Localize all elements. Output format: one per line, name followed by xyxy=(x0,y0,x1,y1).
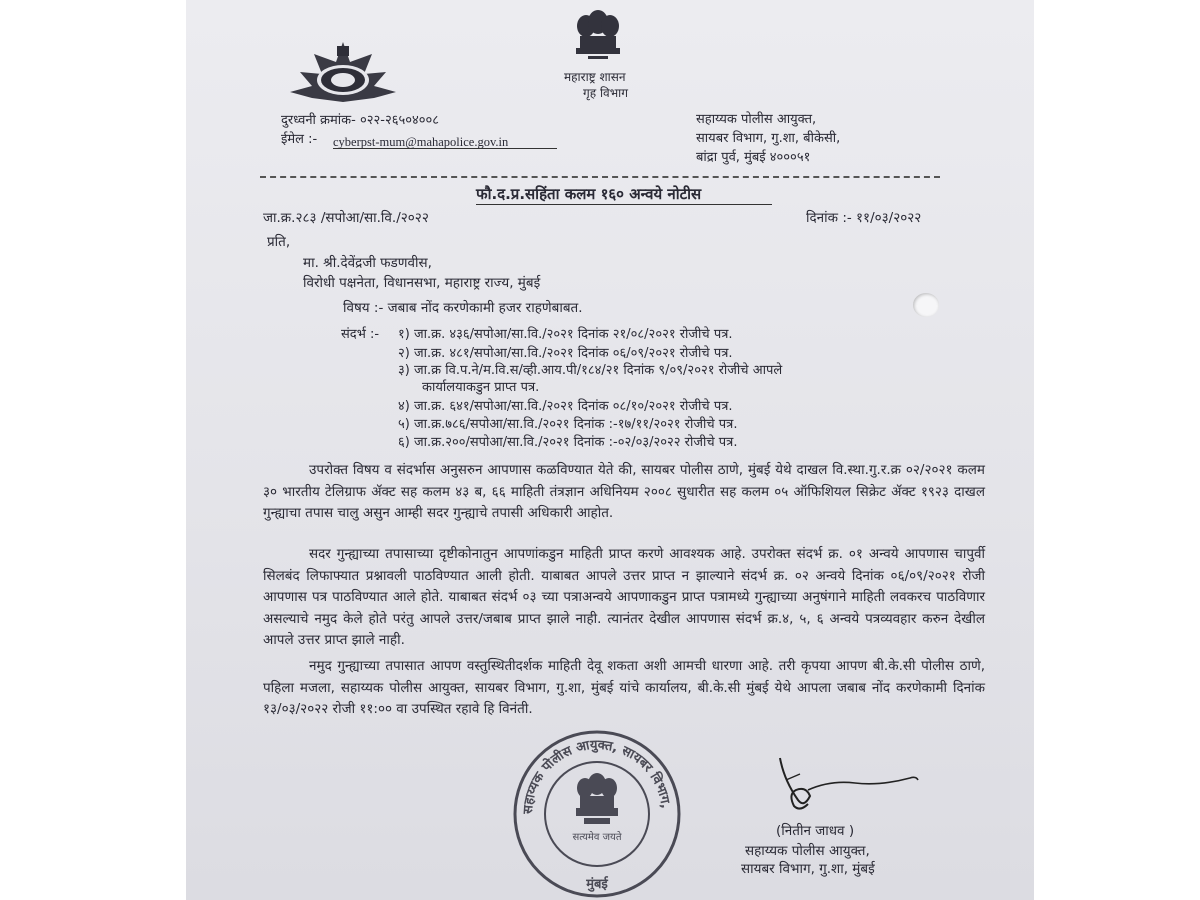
header-divider xyxy=(260,176,940,178)
notice-date: दिनांक :- ११/०३/२०२२ xyxy=(806,210,922,226)
stamp-arc-text: सहाय्यक पोलीस आयुक्त, सायबर विभाग, xyxy=(520,737,673,815)
stamp-motto: सत्यमेव जयते xyxy=(572,832,622,843)
office-stamp xyxy=(510,730,685,898)
punch-hole xyxy=(913,293,939,317)
reference-item: ५) जा.क्र.७८६/सपोआ/सा.वि./२०२१ दिनांक :-१७/११/२०२१ रोजीचे पत्र. xyxy=(398,417,738,432)
to-label: प्रति, xyxy=(267,234,291,250)
recipient-name: मा. श्री.देवेंद्रजी फडणवीस, xyxy=(303,255,432,271)
title-underline xyxy=(476,204,772,205)
reference-item: १) जा.क्र. ४३६/सपोआ/सा.वि./२०२१ दिनांक २१/०८/२०२१ रोजीचे पत्र. xyxy=(398,327,733,342)
body-paragraph-3: नमुद गुन्ह्याच्या तपासात आपण वस्तुस्थितीदर्शक माहिती देवू शकता अशी आमची धारणा आहे. तरी कृपया आपण बी.के.सी पोलीस ठाणे, पहिला मजला, सहाय्यक पोलीस आयुक्त, सायबर विभाग, गु.शा, मुंबई यांचे कार्यालय, बी.के.सी मुंबई येथे आपला जबाब नोंद करणेकामी दिनांक १३/०३/२०२२ रोजी ११:०० वा उपस्थित रहावे हि विनंती. xyxy=(263,658,985,717)
reference-item: ६) जा.क्र.२००/सपोआ/सा.वि./२०२१ दिनांक :-०२/०३/२०२२ रोजीचे पत्र. xyxy=(398,435,738,450)
reference-number: जा.क्र.२८३ /सपोआ/सा.वि./२०२२ xyxy=(263,210,429,226)
reference-item: ४) जा.क्र. ६४१/सपोआ/सा.वि./२०२१ दिनांक ०८/१०/२०२१ रोजीचे पत्र. xyxy=(398,399,733,414)
govt-name: महाराष्ट्र शासन xyxy=(564,70,626,84)
notice-title: फौ.द.प्र.सहिंता कलम १६० अन्वये नोटीस xyxy=(476,185,702,203)
phone-number: दुरध्वनी क्रमांक- ०२२-२६५०४००८ xyxy=(281,113,440,128)
email-address: cyberpst-mum@mahapolice.gov.in xyxy=(333,135,509,149)
handwritten-signature xyxy=(760,750,930,820)
mumbai-police-emblem xyxy=(278,40,408,110)
reference-item: २) जा.क्र. ४८१/सपोआ/सा.वि./२०२१ दिनांक ०६/०९/२०२१ रोजीचे पत्र. xyxy=(398,346,733,361)
reference-item-continued: कार्यालयाकडुन प्राप्त पत्र. xyxy=(422,380,540,395)
office-line-1: सहाय्यक पोलीस आयुक्त, xyxy=(696,112,817,127)
signatory-name: (नितीन जाधव ) xyxy=(776,823,855,839)
recipient-title: विरोधी पक्षनेता, विधानसभा, महाराष्ट्र राज्य, मुंबई xyxy=(303,275,541,291)
office-line-3: बांद्रा पुर्व, मुंबई ४०००५१ xyxy=(696,150,811,165)
references-label: संदर्भ :- xyxy=(341,327,380,342)
email-underline xyxy=(333,148,557,149)
ashoka-emblem xyxy=(568,8,628,68)
body-paragraph-2: सदर गुन्ह्याच्या तपासाच्या दृष्टीकोनातुन आपणांकडुन माहिती प्राप्त करणे आवश्यक आहे. उपरोक्त संदर्भ क्र. ०१ अन्वये आपणास चापुर्वी सिलबंद लिफाफ्यात प्रश्नावली पाठविण्यात आली होती. याबाबत आपले उत्तर प्राप्त न झाल्याने संदर्भ क्र. ०२ अन्वये दिनांक ०६/०९/२०२१ रोजी आपणास पत्र पाठविण्यात आले होते. याबाबत संदर्भ ०३ च्या पत्राअन्वये आपणाकडुन प्राप्त पत्रामध्ये गुन्ह्याच्या अनुषंगाने माहिती लवकरच पाठविणार असल्याचे नमुद केले होते परंतु आपले उत्तर/जबाब प्राप्त झाले नाही. त्यानंतर देखील आपणास संदर्भ क्र.४, ५, ६ अन्वये पत्रव्यवहार करुन देखील आपले उत्तर प्राप्त झाले नाही. xyxy=(263,546,985,648)
email-label: ईमेल :- xyxy=(281,132,318,147)
body-paragraph-1: उपरोक्त विषय व संदर्भास अनुसरुन आपणास कळविण्यात येते की, सायबर पोलीस ठाणे, मुंबई येथे दाखल वि.स्था.गु.र.क्र ०२/२०२१ कलम ३० भारतीय टेलिग्राफ ॲक्ट सह कलम ४३ ब, ६६ माहिती तंत्रज्ञान अधिनियम २००८ सुधारीत सह कलम ०५ ऑफिशियल सिक्रेट ॲक्ट १९२३ दाखल गुन्ह्याचा तपास चालु असुन आम्ही सदर गुन्ह्याचे तपासी अधिकारी आहोत. xyxy=(263,462,985,521)
signatory-designation: सहाय्यक पोलीस आयुक्त, xyxy=(745,843,870,859)
reference-item: ३) जा.क्र वि.प.ने/म.वि.स/व्ही.आय.पी/१८४/२१ दिनांक ९/०९/२०२१ रोजीचे आपले xyxy=(398,363,783,378)
stamp-city: मुंबई xyxy=(586,877,608,892)
subject-line: विषय :- जबाब नोंद करणेकामी हजर राहणेबाबत. xyxy=(343,300,583,316)
signatory-department: सायबर विभाग, गु.शा, मुंबई xyxy=(741,861,875,877)
govt-dept: गृह विभाग xyxy=(583,86,629,100)
office-line-2: सायबर विभाग, गु.शा, बीकेसी, xyxy=(696,131,841,146)
